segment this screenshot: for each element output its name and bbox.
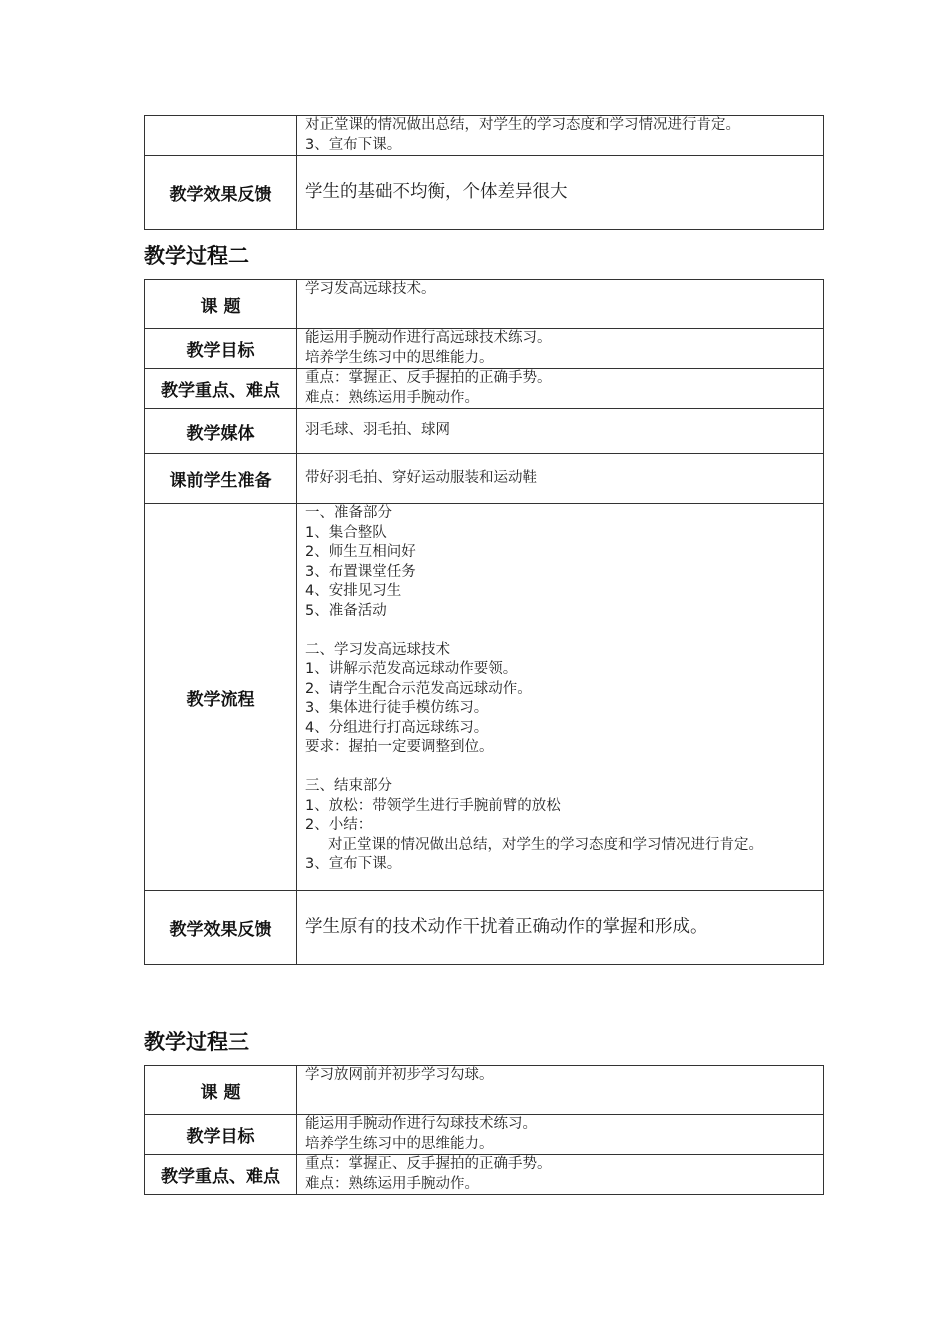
section1-table	[144, 115, 824, 230]
section2-heading: 教学过程二	[144, 244, 249, 268]
prep-value: 带好羽毛拍、穿好运动服装和运动鞋	[297, 454, 824, 504]
keypoint-value	[297, 1155, 824, 1195]
section3-heading: 教学过程三	[144, 1030, 249, 1054]
process-line: 二、学习发高远球技术	[305, 641, 450, 658]
process-line: 4、安排见习生	[305, 583, 402, 599]
feedback-value: 学生原有的技术动作干扰着正确动作的掌握和形成。	[297, 891, 824, 965]
prep-row	[145, 454, 824, 504]
process-line: 3、布置课堂任务	[305, 563, 416, 580]
topic-row	[145, 1066, 824, 1115]
process-line: 3、集体进行徒手模仿练习。	[305, 700, 489, 716]
feedback-row	[145, 891, 824, 965]
section1-process-label-cell	[145, 116, 297, 156]
process-label: 教学流程	[145, 504, 297, 891]
process-line: 要求：握拍一定要调整到位。	[305, 739, 494, 755]
feedback-label: 教学效果反馈	[145, 891, 297, 965]
process-blank-line	[305, 758, 817, 778]
goal-value	[297, 329, 824, 369]
goal-label: 教学目标	[145, 1115, 297, 1155]
goal-line: 能运用手腕动作进行高远球技术练习。	[305, 330, 552, 346]
process-line: 对正堂课的情况做出总结，对学生的学习态度和学习情况进行肯定。	[305, 836, 764, 853]
goal-line: 培养学生练习中的思维能力。	[305, 1135, 494, 1152]
process-line: 3、宣布下课。	[305, 856, 402, 872]
section2-table	[144, 279, 824, 965]
keypoint-line: 重点：掌握正、反手握拍的正确手势。	[305, 370, 552, 386]
process-line: 1、集合整队	[305, 524, 387, 541]
section1-feedback-row	[145, 156, 824, 230]
section1-process-row	[145, 116, 824, 156]
process-line: 3、宣布下课。	[305, 136, 402, 153]
media-row	[145, 409, 824, 454]
keypoint-line: 重点：掌握正、反手握拍的正确手势。	[305, 1156, 552, 1172]
process-line: 5、准备活动	[305, 602, 387, 619]
process-line: 三、结束部分	[305, 778, 392, 794]
topic-value: 学习发高远球技术。	[297, 280, 824, 329]
goal-value	[297, 1115, 824, 1155]
goal-line: 培养学生练习中的思维能力。	[305, 349, 494, 366]
goal-row	[145, 1115, 824, 1155]
keypoint-row	[145, 1155, 824, 1195]
process-line: 对正堂课的情况做出总结，对学生的学习态度和学习情况进行肯定。	[305, 117, 740, 133]
process-line: 1、讲解示范发高远球动作要领。	[305, 661, 518, 677]
keypoint-label: 教学重点、难点	[145, 369, 297, 409]
keypoint-value	[297, 369, 824, 409]
process-line: 一、准备部分	[305, 505, 392, 521]
goal-label: 教学目标	[145, 329, 297, 369]
topic-label: 课 题	[145, 280, 297, 329]
keypoint-row	[145, 369, 824, 409]
media-label: 教学媒体	[145, 409, 297, 454]
feedback-value: 学生的基础不均衡，个体差异很大	[297, 156, 824, 230]
keypoint-line: 难点：熟练运用手腕动作。	[305, 1175, 479, 1192]
process-blank-line	[305, 621, 817, 641]
process-line: 2、请学生配合示范发高远球动作。	[305, 680, 532, 697]
goal-line: 能运用手腕动作进行勾球技术练习。	[305, 1116, 537, 1132]
process-value	[297, 504, 824, 891]
topic-value: 学习放网前并初步学习勾球。	[297, 1066, 824, 1115]
process-line: 4、分组进行打高远球练习。	[305, 719, 489, 736]
topic-row	[145, 280, 824, 329]
feedback-label: 教学效果反馈	[145, 156, 297, 230]
keypoint-label: 教学重点、难点	[145, 1155, 297, 1195]
prep-label: 课前学生准备	[145, 454, 297, 504]
process-row	[145, 504, 824, 891]
keypoint-line: 难点：熟练运用手腕动作。	[305, 389, 479, 406]
media-value: 羽毛球、羽毛拍、球网	[297, 409, 824, 454]
section3-table	[144, 1065, 824, 1195]
topic-label: 课 题	[145, 1066, 297, 1115]
section1-process-content	[297, 116, 824, 156]
process-line: 1、放松：带领学生进行手腕前臂的放松	[305, 797, 561, 814]
process-line: 2、师生互相问好	[305, 544, 416, 560]
process-line: 2、小结：	[305, 817, 373, 833]
goal-row	[145, 329, 824, 369]
